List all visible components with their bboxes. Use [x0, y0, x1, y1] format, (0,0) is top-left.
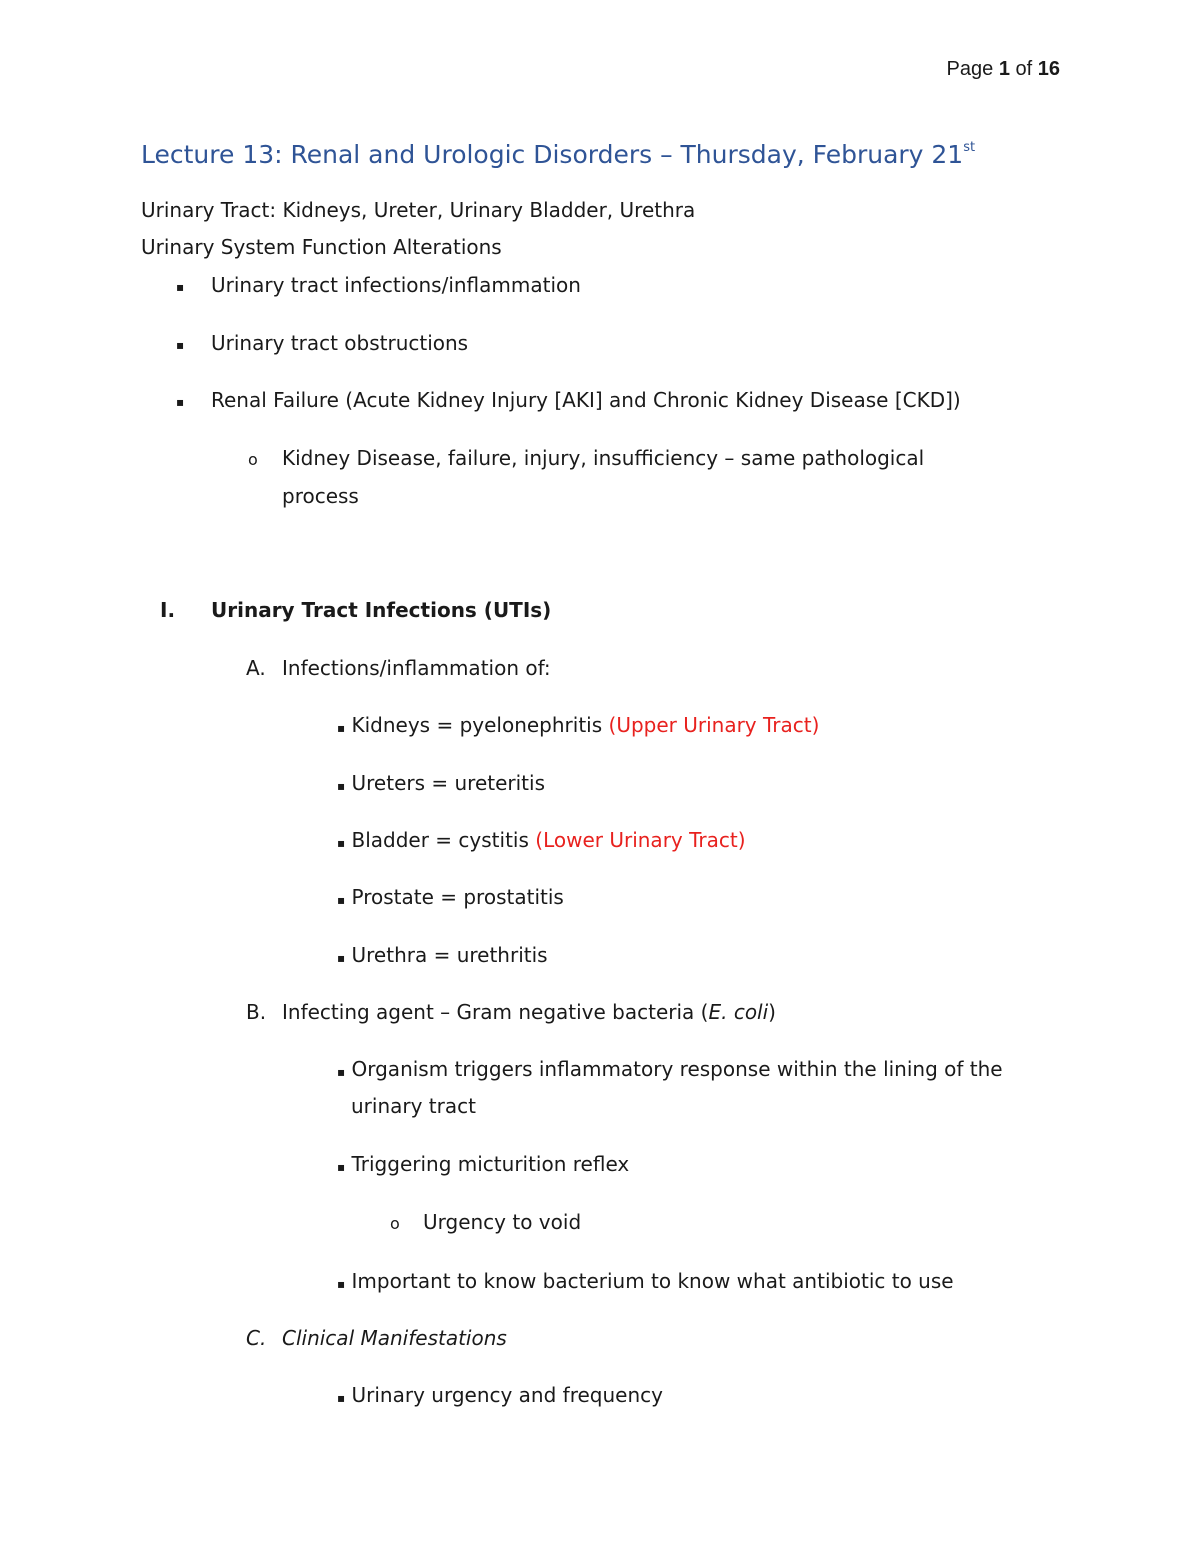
list-item: [337, 943, 548, 967]
page-number: [947, 58, 1060, 81]
square-bullet-icon: ▪: [337, 779, 346, 793]
list-item: [337, 1269, 954, 1293]
alterations-heading: Urinary System Function Alterations: [141, 235, 502, 259]
alteration-item: Renal Failure (Acute Kidney Injury [AKI] and Chronic Kidney Disease [CKD]): [211, 388, 961, 412]
alteration-item: Urinary tract infections/inflammation: [211, 273, 581, 297]
sub-heading: [282, 1000, 776, 1024]
square-bullet-icon: ▪: [337, 1391, 346, 1405]
square-bullet-icon: ▪: [337, 836, 346, 850]
list-item: [337, 828, 746, 852]
square-bullet-icon: ▪: [337, 1065, 346, 1079]
page-of: of: [1015, 58, 1033, 80]
square-bullet-icon: ▪: [176, 338, 185, 352]
sub-list-item: Urgency to void: [423, 1210, 582, 1234]
list-item-note: (Upper Urinary Tract): [608, 713, 820, 737]
page-current: 1: [998, 58, 1010, 80]
square-bullet-icon: ▪: [337, 951, 346, 965]
circle-bullet-icon: o: [248, 450, 258, 469]
sub-heading: Clinical Manifestations: [282, 1326, 507, 1350]
list-item-continuation: urinary tract: [351, 1094, 476, 1118]
list-item-text: Ureters = ureteritis: [351, 771, 545, 795]
square-bullet-icon: ▪: [337, 1277, 346, 1291]
urinary-tract-line: Urinary Tract: Kidneys, Ureter, Urinary Bladder, Urethra: [141, 198, 696, 222]
list-item: [337, 1152, 629, 1176]
sub-heading-text: Infecting agent – Gram negative bacteria (: [282, 1000, 709, 1024]
square-bullet-icon: ▪: [176, 280, 185, 294]
sub-note-line: Kidney Disease, failure, injury, insufficiency – same pathological: [282, 446, 925, 470]
sub-letter: C.: [246, 1326, 267, 1350]
section-heading: Urinary Tract Infections (UTIs): [211, 598, 552, 622]
list-item-text: Urinary urgency and frequency: [351, 1383, 663, 1407]
list-item-text: Bladder = cystitis: [351, 828, 529, 852]
square-bullet-icon: ▪: [337, 721, 346, 735]
organism-name: E. coli: [708, 1000, 769, 1024]
sub-heading-close: ): [768, 1000, 776, 1024]
sub-note-line: process: [282, 484, 359, 508]
list-item-text: Important to know bacterium to know what antibiotic to use: [351, 1269, 954, 1293]
list-item: [337, 885, 564, 909]
document-title: [141, 140, 975, 169]
list-item-text: Triggering micturition reflex: [351, 1152, 630, 1176]
list-item-text: Prostate = prostatitis: [351, 885, 564, 909]
list-item-text: Organism triggers inflammatory response within the lining of the: [351, 1057, 1003, 1081]
list-item-text: Urethra = urethritis: [351, 943, 548, 967]
list-item-note: (Lower Urinary Tract): [535, 828, 746, 852]
page-total: 16: [1037, 58, 1060, 80]
sub-letter: A.: [246, 656, 266, 680]
sub-letter: B.: [246, 1000, 267, 1024]
list-item-text: Kidneys = pyelonephritis: [351, 713, 603, 737]
section-numeral: I.: [160, 598, 176, 622]
square-bullet-icon: ▪: [337, 893, 346, 907]
list-item: [337, 771, 545, 795]
list-item: [337, 1057, 1003, 1081]
alteration-item: Urinary tract obstructions: [211, 331, 469, 355]
page-word: Page: [946, 58, 994, 80]
list-item: [337, 713, 819, 737]
square-bullet-icon: ▪: [176, 395, 185, 409]
title-sup: st: [963, 140, 976, 155]
title-text: Lecture 13: Renal and Urologic Disorders – Thursday, February 21: [141, 140, 964, 169]
sub-heading: Infections/inflammation of:: [282, 656, 551, 680]
list-item: [337, 1383, 663, 1407]
square-bullet-icon: ▪: [337, 1160, 346, 1174]
circle-bullet-icon: o: [390, 1214, 400, 1233]
